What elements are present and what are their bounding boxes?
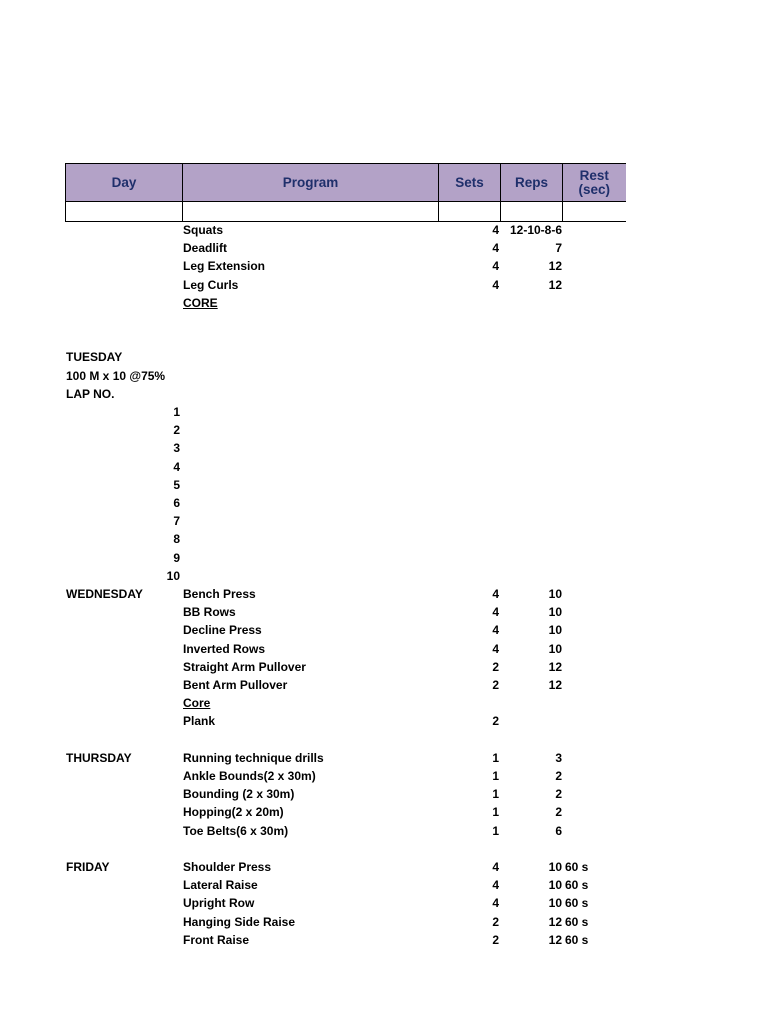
program-cell: Hanging Side Raise <box>183 914 296 929</box>
table-row <box>0 549 768 567</box>
table-row <box>0 603 768 621</box>
reps-cell: 2 <box>555 805 562 820</box>
rest-cell: 60 s <box>565 896 589 911</box>
sets-cell: 4 <box>492 605 499 620</box>
sets-cell: 1 <box>492 823 499 838</box>
day-cell: FRIDAY <box>66 860 110 874</box>
table-row <box>0 294 768 312</box>
header-rest-label: Rest (sec) <box>578 167 610 197</box>
table-row <box>0 822 768 840</box>
program-cell: Plank <box>183 714 216 729</box>
blank-cell <box>501 202 563 222</box>
table-row <box>0 257 768 275</box>
reps-cell: 2 <box>555 787 562 802</box>
program-cell: Upright Row <box>183 896 255 911</box>
reps-cell: 10 <box>548 641 562 656</box>
sets-cell: 4 <box>492 641 499 656</box>
header-row <box>66 164 626 202</box>
program-cell: Ankle Bounds(2 x 30m) <box>183 769 316 783</box>
table-row <box>0 348 768 366</box>
program-cell: Bounding (2 x 30m) <box>183 787 295 802</box>
blank-cell <box>66 202 183 222</box>
lap-number: 6 <box>173 496 180 510</box>
table-row <box>0 913 768 931</box>
reps-cell: 12-10-8-6 <box>509 223 562 237</box>
table-row <box>0 840 768 858</box>
table-row <box>0 312 768 330</box>
lap-number: 3 <box>173 441 180 456</box>
reps-cell: 12 <box>548 259 562 274</box>
table-row <box>0 731 768 749</box>
table-row <box>0 640 768 658</box>
sets-cell: 4 <box>492 623 499 638</box>
table-row <box>0 676 768 694</box>
sets-cell: 4 <box>492 896 499 911</box>
table-row <box>0 385 768 403</box>
sets-cell: 1 <box>492 769 499 783</box>
program-cell: Lateral Raise <box>183 878 258 893</box>
program-cell: CORE <box>183 295 218 310</box>
sets-cell: 4 <box>492 878 499 893</box>
table-row <box>0 476 768 494</box>
table-row <box>0 221 768 239</box>
sets-cell: 2 <box>492 714 499 729</box>
reps-cell: 7 <box>555 241 562 256</box>
reps-cell: 10 <box>548 605 562 620</box>
reps-cell: 12 <box>548 914 562 929</box>
table-row <box>0 803 768 821</box>
program-cell: Leg Curls <box>183 277 239 292</box>
rest-cell: 60 s <box>565 860 589 874</box>
program-cell: Decline Press <box>183 623 262 638</box>
program-cell: Bench Press <box>183 587 256 601</box>
sets-cell: 1 <box>492 787 499 802</box>
program-cell: Core <box>183 696 211 711</box>
table-row <box>0 439 768 457</box>
table-row <box>0 767 768 785</box>
blank-cell <box>563 202 626 222</box>
header-reps: Reps <box>501 164 563 202</box>
blank-cell <box>183 202 439 222</box>
header-program: Program <box>183 164 439 202</box>
sets-cell: 2 <box>492 914 499 929</box>
table-row <box>0 530 768 548</box>
reps-cell: 2 <box>555 769 562 783</box>
reps-cell: 12 <box>548 277 562 292</box>
lap-number: 10 <box>166 568 180 583</box>
lap-number: 1 <box>173 405 180 419</box>
table-row <box>0 621 768 639</box>
sets-cell: 1 <box>492 805 499 820</box>
table-row <box>0 894 768 912</box>
lap-number: 2 <box>173 423 180 438</box>
day-cell: TUESDAY <box>66 350 123 365</box>
day-cell: 100 M x 10 @75% <box>66 368 166 383</box>
program-cell: Leg Extension <box>183 259 266 274</box>
reps-cell: 3 <box>555 750 562 765</box>
reps-cell: 10 <box>548 896 562 911</box>
program-cell: Toe Belts(6 x 30m) <box>183 823 289 838</box>
rest-cell: 60 s <box>565 878 589 893</box>
lap-number: 7 <box>173 514 180 529</box>
table-row <box>0 330 768 348</box>
sets-cell: 1 <box>492 750 499 765</box>
table-row <box>0 512 768 530</box>
table-row <box>0 276 768 294</box>
rest-cell: 60 s <box>565 932 589 947</box>
table-row <box>0 876 768 894</box>
table-row <box>0 403 768 421</box>
sets-cell: 4 <box>492 241 499 256</box>
sets-cell: 4 <box>492 587 499 601</box>
table-row <box>0 785 768 803</box>
sets-cell: 4 <box>492 223 499 237</box>
table-row <box>0 658 768 676</box>
program-cell: Squats <box>183 223 224 237</box>
table-row <box>0 367 768 385</box>
program-cell: Inverted Rows <box>183 641 266 656</box>
table-row <box>0 421 768 439</box>
program-cell: Bent Arm Pullover <box>183 678 288 692</box>
lap-number: 8 <box>173 532 180 547</box>
blank-cell <box>439 202 501 222</box>
table-row <box>0 494 768 512</box>
day-cell: LAP NO. <box>66 386 115 401</box>
header-day: Day <box>66 164 183 202</box>
day-cell: THURSDAY <box>66 750 132 765</box>
sets-cell: 2 <box>492 659 499 674</box>
program-cell: Deadlift <box>183 241 228 256</box>
lap-number: 5 <box>173 477 180 492</box>
sets-cell: 4 <box>492 860 499 874</box>
reps-cell: 10 <box>548 623 562 638</box>
reps-cell: 12 <box>548 932 562 947</box>
program-cell: Straight Arm Pullover <box>183 659 306 674</box>
header-rest <box>563 164 626 202</box>
sets-cell: 2 <box>492 932 499 947</box>
header-sets: Sets <box>439 164 501 202</box>
reps-cell: 10 <box>548 587 562 601</box>
lap-number: 4 <box>173 459 180 474</box>
table-row <box>0 712 768 730</box>
reps-cell: 12 <box>548 678 562 692</box>
blank-row <box>66 202 626 222</box>
table-row <box>0 585 768 603</box>
program-cell: Running technique drills <box>183 750 324 765</box>
table-row <box>0 694 768 712</box>
sets-cell: 4 <box>492 277 499 292</box>
rest-cell: 60 s <box>565 914 589 929</box>
table-row <box>0 239 768 257</box>
table-row <box>0 567 768 585</box>
table-row <box>0 858 768 876</box>
table-row <box>0 931 768 949</box>
program-cell: Hopping(2 x 20m) <box>183 805 284 820</box>
lap-number: 9 <box>173 550 180 565</box>
table-row <box>0 749 768 767</box>
program-cell: Front Raise <box>183 932 250 947</box>
sets-cell: 4 <box>492 259 499 274</box>
reps-cell: 10 <box>548 860 562 874</box>
header-table <box>65 163 626 222</box>
program-cell: Shoulder Press <box>183 860 272 874</box>
reps-cell: 10 <box>548 878 562 893</box>
day-cell: WEDNESDAY <box>66 587 143 601</box>
program-cell: BB Rows <box>183 605 236 620</box>
reps-cell: 6 <box>555 823 562 838</box>
reps-cell: 12 <box>548 659 562 674</box>
sets-cell: 2 <box>492 678 499 692</box>
table-row <box>0 458 768 476</box>
